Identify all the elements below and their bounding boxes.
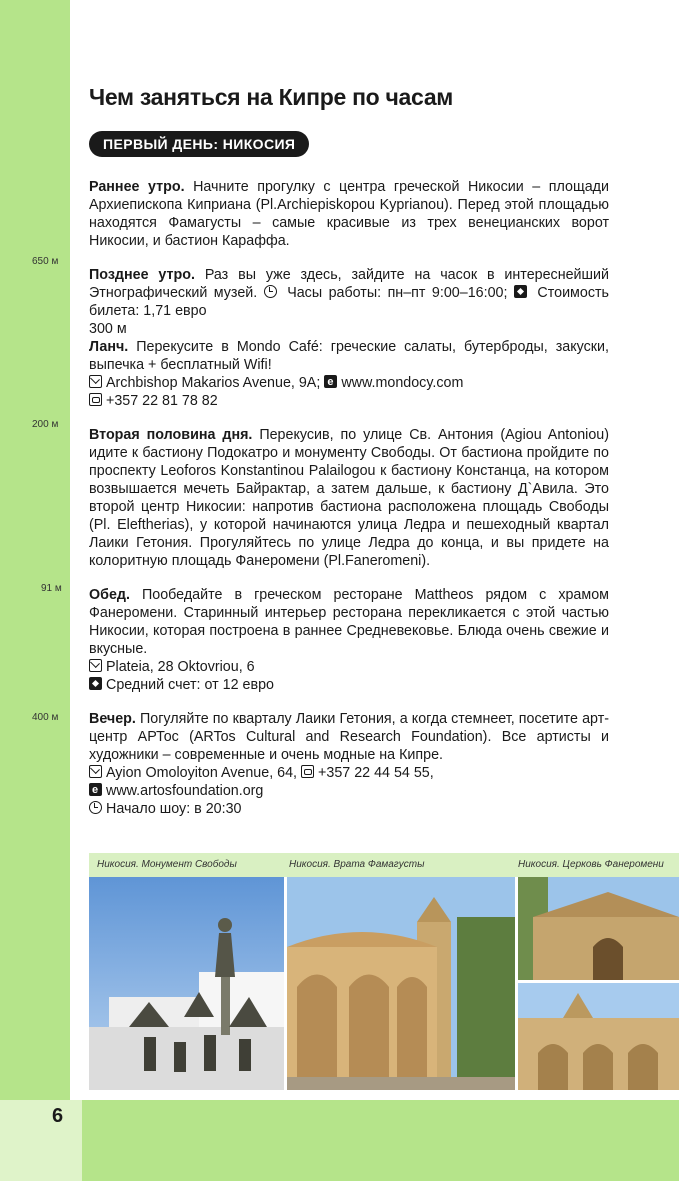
section-text: Раз вы уже здесь, зайдите на часок в интереснейший Этнографический музей.	[89, 267, 609, 301]
photo-caption: Никосия. Церковь Фанеромени	[518, 859, 664, 870]
photo-caption: Никосия. Монумент Свободы	[97, 859, 237, 870]
afternoon-section	[89, 426, 609, 570]
phone-icon	[89, 393, 102, 406]
section-text: Пообедайте в греческом ресторане Mattheos рядом с храмом Фанеромени. Старинный интерьер ресторана перекликается с этой частью Никосии, которая построена в раннее Средневековье. Блюда очень свежие и вкусные.	[89, 587, 609, 657]
distance-marker: 650 м	[32, 256, 59, 267]
late-morning-section	[89, 266, 609, 320]
page-number: 6	[52, 1105, 64, 1127]
section-lead: Раннее утро.	[89, 179, 185, 195]
section-text: Начните прогулку с центра греческой Никосии – площади Архиепископа Киприана (Pl.Archiepiskopou Kyprianou). Перед этой площадью находятся Фамагусты – самые красивые из трех венецианских ворот Никосии, и бастион Караффа.	[89, 179, 609, 249]
web-icon	[89, 783, 102, 796]
lunch-phone-line	[89, 392, 609, 410]
mail-icon	[89, 375, 102, 388]
clock-icon	[264, 285, 277, 298]
faneromeni-church-detail-photo	[518, 983, 679, 1090]
distance-marker: 91 м	[41, 583, 62, 594]
show-time: Начало шоу: в 20:30	[106, 801, 242, 817]
footer-band	[0, 1100, 679, 1181]
address: Archbishop Makarios Avenue, 9A;	[106, 375, 321, 391]
dinner-section	[89, 586, 609, 658]
lunch-section	[89, 338, 609, 374]
evening-section	[89, 710, 609, 764]
mail-icon	[89, 659, 102, 672]
distance-marker: 200 м	[32, 419, 59, 430]
mail-icon	[89, 765, 102, 778]
faneromeni-church-photo	[518, 877, 679, 980]
early-morning-section	[89, 178, 609, 250]
liberty-monument-photo	[89, 877, 284, 1090]
photo-caption: Никосия. Врата Фамагусты	[289, 859, 425, 870]
walk-distance: 300 м	[89, 321, 127, 337]
dinner-price-line	[89, 676, 609, 694]
section-lead: Вторая половина дня.	[89, 427, 253, 443]
phone-number: +357 22 44 54 55,	[318, 765, 434, 781]
wallet-icon	[89, 677, 102, 690]
ticket-price: Стоимость билета: 1,71 евро	[89, 285, 609, 319]
page-title: Чем заняться на Кипре по часам	[89, 84, 454, 110]
section-text: Перекусите в Mondo Café: греческие салаты, бутерброды, закуски, выпечка + бесплатный Wifi!	[89, 339, 609, 373]
phone-icon	[301, 765, 314, 778]
address: Ayion Omoloyiton Avenue, 64,	[106, 765, 298, 781]
address: Plateia, 28 Oktovriou, 6	[106, 659, 255, 675]
section-lead: Вечер.	[89, 711, 136, 727]
evening-show-line	[89, 800, 609, 818]
itinerary	[89, 178, 609, 818]
famagusta-gate-photo	[287, 877, 515, 1090]
opening-hours: Часы работы: пн–пт 9:00–16:00;	[280, 285, 508, 301]
web-icon	[324, 375, 337, 388]
website-link[interactable]: www.artosfoundation.org	[106, 783, 264, 799]
page-number-box	[0, 1100, 82, 1181]
average-bill: Средний счет: от 12 евро	[106, 677, 274, 693]
sidebar-band	[0, 0, 70, 1100]
section-text: Перекусив, по улице Св. Антония (Agiou Antoniou) идите к бастиону Подокатро и монументу Свободы. От бастиона пройдите по проспекту Leoforos Konstantinou Palailogou к бастиону Констанца, на котором возвышается мечеть Байрактар, а затем дальше, к бастиону Д`Авила. Это второй центр Никосии: напротив бастиона расположена площадь Свободы (Pl. Eleftherias), у которой начинаются улица Ледра и пешеходный квартал Лаики Гетония. Прогуляйтесь по улице Ледра до конца, и вы придете на колоритную площадь Фанеромени (Pl.Faneromeni).	[89, 427, 610, 569]
section-lead: Обед.	[89, 587, 130, 603]
lunch-contacts	[89, 374, 609, 392]
evening-address-line	[89, 764, 609, 782]
distance-marker: 400 м	[32, 712, 59, 723]
clock-icon	[89, 801, 102, 814]
day-badge: ПЕРВЫЙ ДЕНЬ: НИКОСИЯ	[89, 131, 309, 157]
dinner-address-line	[89, 658, 609, 676]
section-lead: Ланч.	[89, 339, 129, 355]
website-link[interactable]: www.mondocy.com	[341, 375, 464, 391]
evening-web-line	[89, 782, 609, 800]
section-text: Погуляйте по кварталу Лаики Гетония, а когда стемнеет, посетите арт-центр АРТос (ARTos Cultural and Research Foundation). Все артисты и художники – современные и очень модные на Кипре.	[89, 711, 609, 763]
phone-number: +357 22 81 78 82	[106, 393, 218, 409]
section-lead: Позднее утро.	[89, 267, 195, 283]
wallet-icon	[514, 285, 527, 298]
